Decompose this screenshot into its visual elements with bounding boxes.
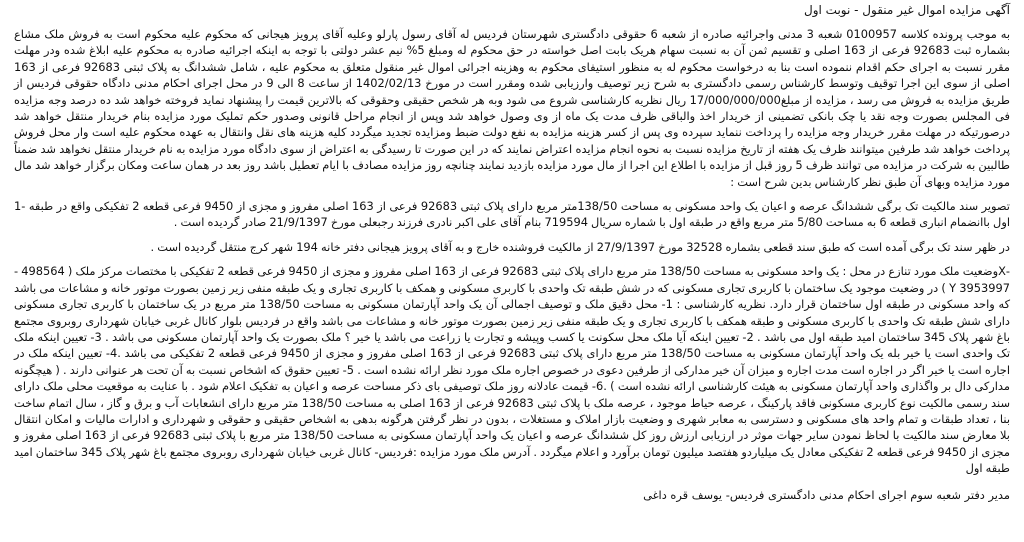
spacer	[14, 231, 1010, 239]
property-status-paragraph: -Xوضعیت ملک مورد تنازع در محل : یک واحد مسکونی به مساحت 138/50 متر مربع دارای پلاک ثبتی 92683 فرعی از 163 اصلی مفروز و مجزی از 9450 فرعی قطعه 2 تفکیکی با مختصات مرکز ملک ( 498564 -Y 3953997 ) در وضعیت موجود یک ساختمان با کاربری تجاری مسکونی که در شش طبقه تک واحدی با کاربری مسکونی و همکف با کاربری تجاری و یک طبقه منفی زیر زمین بصورت موتور خانه و مشاعات می باشد که واحد مسکونی در طبقه اول ساختمان قرار دارد. نظریه کارشناسی : 1- محل دقیق ملک و توصیف اجمالی آن یک واحد آپارتمان مسکونی به مساحت 138/50 متر مربع در یک ساختمان با کاربری تجاری مسکونی دارای شش طبقه تک واحدی با کاربری مسکونی و طبقه همکف با کاربری تجاری و یک طبقه منفی زیر زمین بصورت موتور خانه و مشاعات می باشد واقع در فردیس بلوار کانال غربی خیابان شهرداری روبروی مجتمع باغ شهر پلاک 345 ساختمان امید طبقه اول می باشد . 2- تعیین اینکه آیا ملک محل سکونت یا کسب وپیشه و تجارت یا زراعت می باشد یا خیر ؟ ملک بصورت یک واحد آپارتمان مسکونی می باشد . 3- تعیین اینکه ملک تک واحدی است یا خیر بله یک واحد آپارتمان مسکونی به مساحت 138/50 متر مربع دارای پلاک ثبتی 92683 فرعی از 163 اصلی مفروز و مجزی از 9450 فرعی قطعه 2 تفکیکی می باشد .4- تعیین اینکه ملک در اجاره است یا خیر اگر در اجاره است مدت اجاره و میزان آن خیر مدارکی از طرفین دعوی در خصوص اجاره ملک مورد نظر ارائه نشده است . 5- تعیین حقوق که اشخاص نسبت به آن تحت هر عنوانی دارند . ( هیچگونه مدارکی دال بر واگذاری واحد آپارتمان مسکونی به هیئت کارشناسی ارائه نشده است ) .6- قیمت عادلانه روز ملک توصیفی بای ذکر مساحت عرصه و اعیان به تفکیک اعلام شود . با عنایت به موقعیت محلی ملک دارای سند رسمی مالکیت نوع کاربری مسکونی فاقد پارکینگ ، عرصه حیاط موجود ، عرصه ملک با پلاک ثبتی 92683 فرعی از 163 اصلی به مساحت 138/50 متر مربع دارای انشعابات آب و برق و گاز ، سال اتمام ساخت بنا ، تعداد طبقات و تمام واحد های مسکونی و دسترسی به معابر شهری و وضعیت بازار املاک و مستغلات ، بدون در نظر گرفتن هرگونه بدهی به اشخاص حقیقی و حقوقی و شهرداری و ادارات مالیات و امکان انتقال بلا معارض سند مالکیت با لحاظ نمودن سایر جهات موثر در ارزیابی ارزش روز کل ششدانگ عرصه و اعیان یک واحد آپارتمان مسکونی به مساحت 138/50 متر مربع با پلاک ثبتی 92683 فرعی از 163 اصلی مفروز و مجزی از 9450 فرعی قطعه 2 تفکیکی معادل یک میلیاردو هفتصد میلیون تومان برآورد و اعلام میگردد . آدرس ملک مورد مزایده :فردیس- کانال غربی خیابان شهرداری روبروی مجتمع باغ شهر پلاک 345 ساختمان امید طبقه اول	[14, 264, 1011, 476]
auction-notice	[14, 2, 1010, 503]
spacer	[14, 190, 1010, 198]
deed-paragraph: تصویر سند مالکیت تک برگی ششدانگ عرصه و اعیان یک واحد مسکونی به مساحت 138/50متر مربع دارای پلاک ثبتی 92683 فرعی از 163 اصلی مفروز و مجزی از 9450 فرعی قطعه 2 تفکیکی واقع در طبقه -1 اول باانضمام انباری قطعه 6 به مساحت 5/80 متر مربع واقع در طبقه اول با شماره سریال 719594 بنام آقای علی اکبر نادری فرزند رجبعلی مورخ 21/9/1397 صادر گردیده است .	[14, 199, 1010, 230]
intro-paragraph: به موجب پرونده کلاسه 0100957 شعبه 3 مدنی واجرائیه صادره از شعبه 6 حقوقی دادگستری شهرستان فردیس له آقای رسول پارلو وعلیه آقای پرویز هیجانی که محکوم علیه محکوم است به فروش ملک مشاع بشماره ثبت 92683 فرعی از 163 اصلی و تقسیم ثمن آن به نسبت سهام هریک بابت اصل خواسته در حق محکوم له ومبلغ 5% نیم عشر دولتی با توجه به اینکه اجرائیه صادره به محکوم علیه ابلاغ شده ودر مهلت مقرر نسبت به اجرای حکم اقدام ننموده است بنا به درخواست محکوم له به منظور استیفای محکوم به وهزینه اجرائی اموال غیر منقول متعلق به محکوم علیه ، شامل ششدانگ به پلاک ثبتی 92683 فرعی از 163 اصلی از سوی این اجرا توقیف وتوسط کارشناس رسمی دادگستری به شرح زیر توصیف وارزیابی شده ومقرر است در مورخ 1402/02/13 از ساعت 8 الی 9 در محل اجرای احکام مدنی دادگاه حقوقی فردیس از طریق مزایده به فروش می رسد ، مزایده از مبلغ17/000/000/000 ریال نظریه کارشناسی شروع می شود وبه هر شخص حقیقی وحقوقی که بالاترین قیمت را پیشنهاد نماید فروخته خواهد شد ده درصد وجه مزایده فی المجلس بصورت وجه نقد یا چک بانکی تضمینی از خریدار اخذ والباقی ظرف مدت یک ماه از وی وصول خواهد شد وپس از انجام مراحل قانونی وصدور حکم تملیک مورد مزایده بنام خریدار منتقل خواهد شد درصورتیکه در مهلت مقرر خریدار وجه مزایده را پرداخت ننماید سپرده وی پس از کسر هزینه مزایده به نفع دولت ضبط ومزایده تجدید میگردد کلیه هزینه های نقل وانتقال به عهده محکوم علیه است وار محل فروش پرداخت خواهد شد طرفین میتوانند ظرف یک هفته از تاریخ مزایده نسبت به نحوه انجام مزایده اعتراض نمایند که در این صورت تا رسیدگی به اعتراض از سوی دادگاه مورد مزایده به نام خریدار منتقل نخواهد شد ضمناً طالبین به شرکت در مزایده می توانند ظرف 5 روز قبل از مزایده با اطلاع این اجرا از مال مورد مزایده بازدید نمایند چنانچه روز مزایده مصادف با ایام تعطیل باشد روز بعد در همان ساعت ومکان برگزار خواهد شد مال مورد مزایده وبهای آن طبق نظر کارشناس بدین شرح است :	[14, 27, 1011, 189]
signature-line: مدیر دفتر شعبه سوم اجرای احکام مدنی دادگستری فردیس- یوسف قره داغی	[643, 487, 1010, 502]
transfer-paragraph: در ظهر سند تک برگی آمده است که طبق سند قطعی بشماره 32528 مورخ 27/9/1397 از مالکیت فروشنده خارج و به آقای پرویز هیجانی دفتر خانه 194 شهر کرج منتقل گردیده است .	[150, 239, 1010, 254]
spacer	[14, 477, 1010, 487]
notice-title: آگهی مزایده اموال غیر منقول - نوبت اول	[804, 3, 1010, 17]
spacer	[14, 255, 1010, 263]
